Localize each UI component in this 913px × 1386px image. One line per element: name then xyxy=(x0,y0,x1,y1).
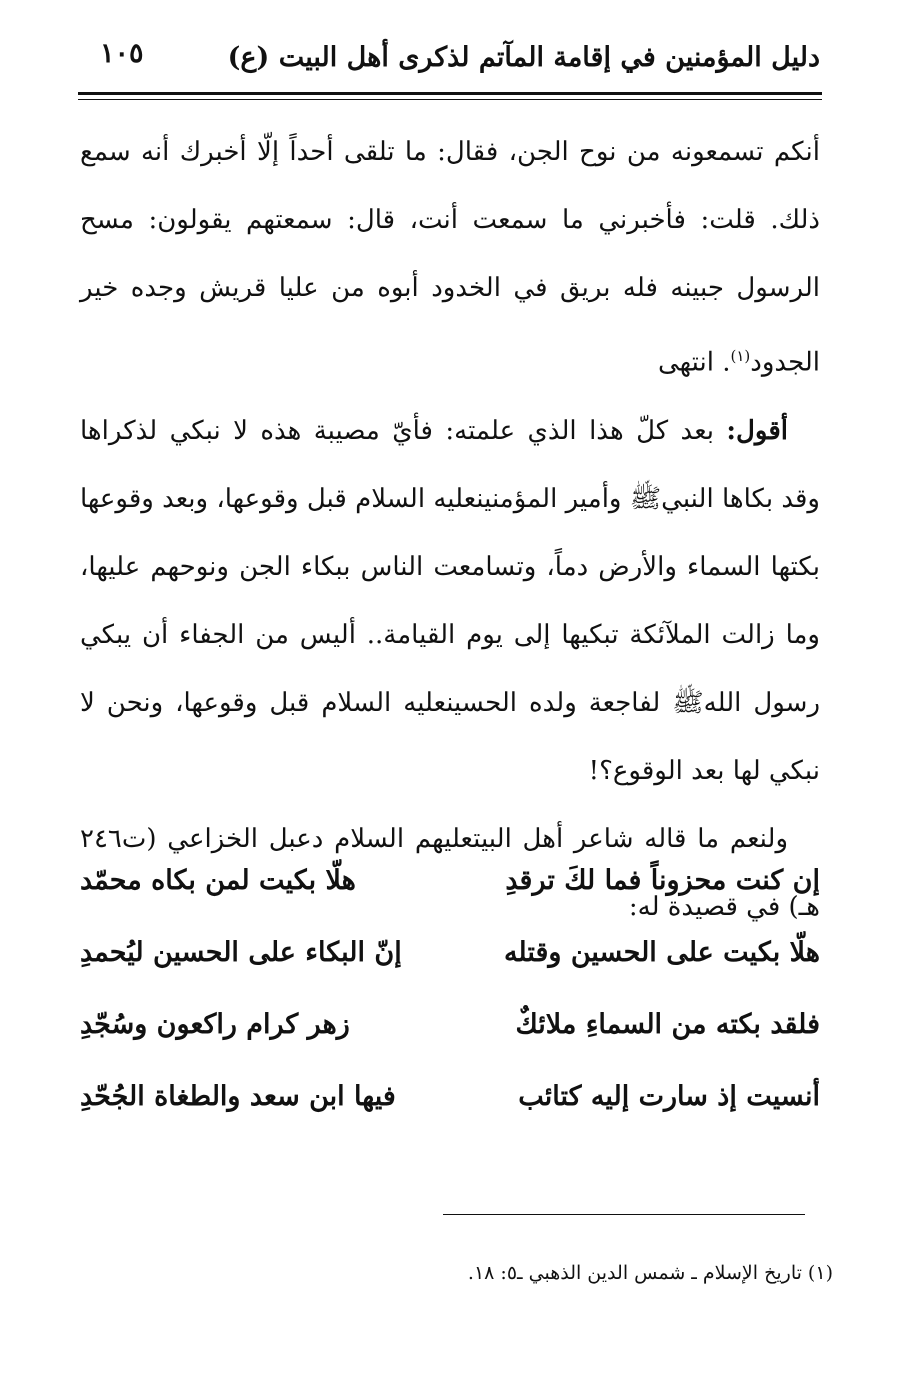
verse-second-hemistich: هلّا بكيت لمن بكاه محمّد xyxy=(80,865,356,896)
body-text xyxy=(80,118,820,941)
footnote: (١) تاريخ الإسلام ـ شمس الدين الذهبي ـ٥: ١٨. xyxy=(467,1262,833,1284)
footnote-separator xyxy=(443,1214,805,1215)
page-number: ١٠٥ xyxy=(100,38,144,69)
paragraph-1-text: أنكم تسمعونه من نوح الجن، فقال: ما تلقى أحداً إلّا أخبرك أنه سمع ذلك. قلت: فأخبرني ما سمعت أنت، قال: سمعتهم يقولون: مسح الرسول جبينه فله بريق في الخدود أبوه من عليا قريش وجده خير الجدود xyxy=(80,137,820,378)
paragraph-2-lead: أقول: xyxy=(726,415,788,446)
poem-verse xyxy=(80,845,820,917)
poem-verse xyxy=(80,1061,820,1133)
paragraph-2-text: بعد كلّ هذا الذي علمته: فأيّ مصيبة هذه لا نبكي لذكراها وقد بكاها النبيﷺ وأمير المؤمنين‪عليه السلام‬ قبل وقوعها، وبعد وقوعها بكتها السماء والأرض دماً، وتسامعت الناس ببكاء الجن ونوحهم عليها، وما زالت الملآئكة تبكيها إلى يوم القيامة.. أليس من الجفاء أن يبكي رسول اللهﷺ لفاجعة ولده الحسين‪عليه السلام‬ قبل وقوعها، ونحن لا نبكي لها بعد الوقوع؟! xyxy=(80,415,821,786)
verse-second-hemistich: إنّ البكاء على الحسين ليُحمدِ xyxy=(80,937,402,968)
verse-first-hemistich: هلّا بكيت على الحسين وقتله xyxy=(503,937,820,968)
header-rule-thick xyxy=(78,92,822,95)
header-rule-thin xyxy=(78,99,822,100)
verse-second-hemistich: زهر كرام راكعون وسُجّدِ xyxy=(80,1009,350,1040)
paragraph-2 xyxy=(80,397,820,805)
page-header xyxy=(80,38,820,94)
verse-first-hemistich: إن كنت محزوناً فما لكَ ترقدِ xyxy=(505,865,820,896)
paragraph-1-tail: . انتهى xyxy=(658,347,731,378)
paragraph-1 xyxy=(80,118,820,397)
paragraph-3-text: ولنعم ما قاله شاعر أهل البيت‪عليهم السلام‬ دعبل الخزاعي (ت٢٤٦ هـ) في قصيدة له: xyxy=(80,823,820,922)
verse-first-hemistich: أنسيت إذ سارت إليه كتائب xyxy=(518,1081,820,1112)
verse-first-hemistich: فلقد بكته من السماءِ ملائكٌ xyxy=(515,1009,820,1040)
poem-verse xyxy=(80,917,820,989)
running-title: دليل المؤمنين في إقامة المآتم لذكرى أهل البيت (ع) xyxy=(227,42,820,73)
verse-second-hemistich: فيها ابن سعد والطغاة الجُحّدِ xyxy=(80,1081,396,1112)
footnote-ref: (١) xyxy=(730,347,751,365)
poem-verse xyxy=(80,989,820,1061)
poem xyxy=(80,845,820,1133)
